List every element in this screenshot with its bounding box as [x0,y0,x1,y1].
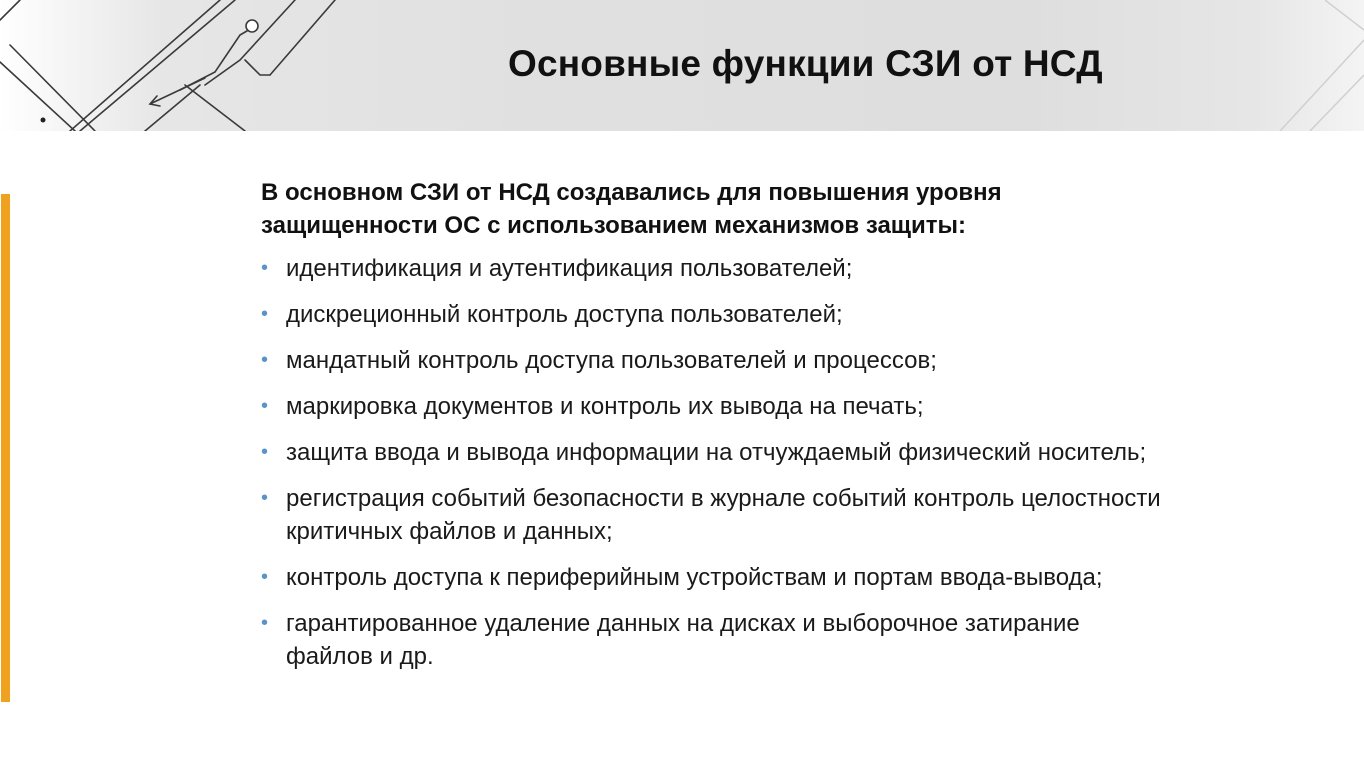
bullet-icon: • [261,303,269,325]
list-item-text: регистрация событий безопасности в журнале событий контроль целостности критичных файлов и данных; [286,485,1161,545]
list-item [261,298,1161,331]
list-item-text: идентификация и аутентификация пользователей; [286,255,853,282]
list-item [261,561,1161,594]
bullet-icon: • [261,395,269,417]
intro-text: В основном СЗИ от НСД создавались для повышения уровня защищенности ОС с использованием механизмов защиты: [261,179,1002,239]
bullet-icon: • [261,612,269,634]
header-right-decoration-icon [1150,0,1364,131]
slide-title: Основные функции СЗИ от НСД [508,43,1103,84]
list-item [261,252,1161,285]
bullet-icon: • [261,349,269,371]
list-item [261,390,1161,423]
list-item [261,607,1161,673]
circuit-lines-decoration-icon [0,0,360,131]
bullet-icon: • [261,257,269,279]
bullet-icon: • [261,441,269,463]
list-item [261,344,1161,377]
list-item-text: маркировка документов и контроль их вывода на печать; [286,393,924,420]
list-item-text: контроль доступа к периферийным устройствам и портам ввода-вывода; [286,564,1103,591]
list-item-text: мандатный контроль доступа пользователей и процессов; [286,347,937,374]
list-item-text: защита ввода и вывода информации на отчуждаемый физический носитель; [286,439,1147,466]
bullet-icon: • [261,566,269,588]
list-item-text: гарантированное удаление данных на дисках и выборочное затирание файлов и др. [286,610,1080,670]
list-item [261,482,1161,548]
bullet-icon: • [261,487,269,509]
list-item [261,436,1161,469]
bullet-list [261,252,1161,673]
slide-content [261,176,1161,686]
accent-bar [1,194,10,702]
list-item-text: дискреционный контроль доступа пользователей; [286,301,843,328]
